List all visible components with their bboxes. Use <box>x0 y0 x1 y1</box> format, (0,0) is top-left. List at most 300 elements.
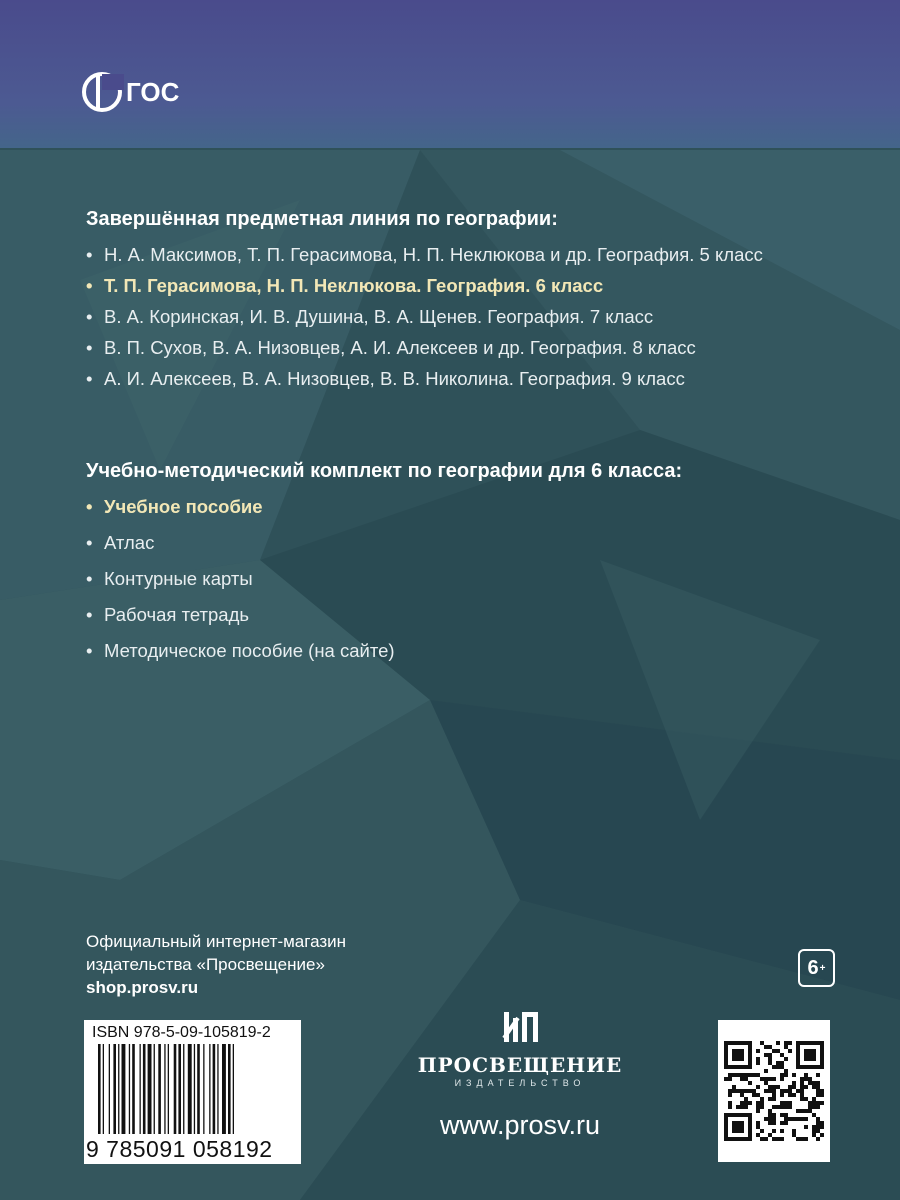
barcode-bar <box>178 1044 181 1134</box>
qr-module <box>784 1113 788 1117</box>
qr-module <box>808 1081 812 1085</box>
qr-module <box>784 1041 788 1045</box>
publisher-name: ПРОСВЕЩЕНИЕ <box>417 1053 623 1077</box>
qr-module <box>768 1097 772 1101</box>
qr-module <box>772 1113 776 1117</box>
qr-module <box>724 1133 728 1137</box>
qr-module <box>768 1045 772 1049</box>
qr-module <box>744 1137 748 1141</box>
qr-module <box>756 1109 760 1113</box>
barcode-bar <box>197 1044 200 1134</box>
qr-module <box>740 1089 744 1093</box>
qr-module <box>796 1041 800 1045</box>
qr-module <box>816 1105 820 1109</box>
barcode-bar <box>228 1044 231 1134</box>
qr-module <box>816 1041 820 1045</box>
qr-module <box>728 1089 732 1093</box>
qr-module <box>816 1125 820 1129</box>
list-item-highlight: • Учебное пособие <box>86 494 846 519</box>
qr-module <box>768 1085 772 1089</box>
qr-module <box>800 1065 804 1069</box>
shop-line1: Официальный интернет-магазин <box>86 932 347 951</box>
qr-module <box>800 1109 804 1113</box>
shop-info <box>86 930 346 999</box>
qr-module <box>820 1061 824 1065</box>
qr-module <box>808 1057 812 1061</box>
qr-module <box>784 1069 788 1073</box>
qr-module <box>772 1065 776 1069</box>
qr-module <box>764 1069 768 1073</box>
qr-module <box>760 1041 764 1045</box>
qr-module <box>820 1121 824 1125</box>
qr-module <box>804 1073 808 1077</box>
qr-module <box>744 1089 748 1093</box>
qr-module <box>820 1045 824 1049</box>
qr-module <box>796 1109 800 1113</box>
qr-module <box>772 1093 776 1097</box>
qr-module <box>820 1057 824 1061</box>
qr-module <box>772 1117 776 1121</box>
qr-module <box>768 1089 772 1093</box>
qr-module <box>748 1129 752 1133</box>
qr-module <box>740 1041 744 1045</box>
qr-module <box>788 1041 792 1045</box>
qr-module <box>812 1065 816 1069</box>
qr-module <box>792 1093 796 1097</box>
list-item: • Методическое пособие (на сайте) <box>86 638 846 663</box>
qr-module <box>724 1057 728 1061</box>
qr-module <box>740 1053 744 1057</box>
qr-module <box>736 1129 740 1133</box>
qr-module <box>796 1117 800 1121</box>
barcode-bar <box>188 1044 192 1134</box>
qr-module <box>736 1041 740 1045</box>
qr-module <box>780 1101 784 1105</box>
qr-module <box>788 1117 792 1121</box>
barcode-bar <box>140 1044 141 1134</box>
shop-line2: издательства «Просвещение» <box>86 955 325 974</box>
qr-module <box>724 1045 728 1049</box>
qr-module <box>724 1077 728 1081</box>
qr-module <box>812 1057 816 1061</box>
qr-module <box>820 1089 824 1093</box>
qr-module <box>724 1125 728 1129</box>
qr-module <box>760 1101 764 1105</box>
barcode-bar <box>222 1044 226 1134</box>
qr-module <box>740 1073 744 1077</box>
qr-module <box>744 1113 748 1117</box>
qr-module <box>804 1085 808 1089</box>
qr-module <box>792 1117 796 1121</box>
qr-module <box>804 1065 808 1069</box>
qr-module <box>804 1109 808 1113</box>
qr-module <box>732 1041 736 1045</box>
qr-module <box>768 1053 772 1057</box>
qr-module <box>780 1077 784 1081</box>
qr-module <box>756 1061 760 1065</box>
qr-module <box>808 1049 812 1053</box>
qr-module <box>796 1089 800 1093</box>
qr-module <box>816 1121 820 1125</box>
qr-module <box>768 1113 772 1117</box>
barcode-bar <box>203 1044 204 1134</box>
qr-module <box>788 1101 792 1105</box>
shop-url-link[interactable]: shop.prosv.ru <box>86 978 199 997</box>
qr-module <box>756 1093 760 1097</box>
qr-module <box>756 1049 760 1053</box>
barcode-bar <box>233 1044 234 1134</box>
qr-module <box>736 1057 740 1061</box>
qr-module <box>732 1057 736 1061</box>
qr-module <box>808 1101 812 1105</box>
publisher-subtitle: ИЗДАТЕЛЬСТВО <box>454 1078 586 1088</box>
qr-module <box>792 1133 796 1137</box>
list-item: • Контурные карты <box>86 566 846 591</box>
qr-module <box>788 1089 792 1093</box>
qr-module <box>780 1105 784 1109</box>
qr-module <box>772 1089 776 1093</box>
list-item: • А. И. Алексеев, В. А. Низовцев, В. В. Николина. География. 9 класс <box>86 366 826 391</box>
qr-module <box>724 1121 728 1125</box>
qr-module <box>800 1093 804 1097</box>
qr-module <box>780 1089 784 1093</box>
qr-module <box>724 1113 728 1117</box>
qr-module <box>808 1041 812 1045</box>
qr-module <box>728 1077 732 1081</box>
qr-module <box>780 1073 784 1077</box>
qr-module <box>804 1125 808 1129</box>
qr-module <box>820 1053 824 1057</box>
barcode-bar <box>194 1044 195 1134</box>
qr-module <box>792 1129 796 1133</box>
qr-module <box>800 1137 804 1141</box>
qr-module <box>740 1129 744 1133</box>
qr-module <box>736 1073 740 1077</box>
qr-module <box>808 1053 812 1057</box>
qr-module <box>748 1117 752 1121</box>
qr-module <box>780 1121 784 1125</box>
qr-module <box>764 1045 768 1049</box>
qr-module <box>760 1077 764 1081</box>
qr-module <box>764 1137 768 1141</box>
qr-module <box>804 1041 808 1045</box>
series-section <box>86 206 826 397</box>
qr-module <box>780 1061 784 1065</box>
barcode-bar <box>113 1044 116 1134</box>
qr-module <box>756 1121 760 1125</box>
qr-module <box>820 1125 824 1129</box>
qr-module <box>764 1081 768 1085</box>
qr-module <box>732 1073 736 1077</box>
qr-module <box>748 1113 752 1117</box>
qr-code-icon <box>718 1020 830 1162</box>
qr-module <box>784 1117 788 1121</box>
qr-module <box>736 1065 740 1069</box>
qr-module <box>784 1073 788 1077</box>
qr-module <box>784 1105 788 1109</box>
qr-module <box>732 1121 736 1125</box>
qr-module <box>812 1129 816 1133</box>
qr-module <box>748 1121 752 1125</box>
age-rating-value: 6 <box>807 956 819 979</box>
qr-module <box>820 1093 824 1097</box>
qr-module <box>748 1081 752 1085</box>
qr-module <box>756 1105 760 1109</box>
qr-module <box>812 1081 816 1085</box>
barcode-bar <box>148 1044 152 1134</box>
qr-module <box>784 1121 788 1125</box>
qr-module <box>820 1133 824 1137</box>
qr-module <box>772 1085 776 1089</box>
qr-module <box>780 1065 784 1069</box>
qr-module <box>732 1137 736 1141</box>
qr-module <box>772 1129 776 1133</box>
qr-module <box>760 1105 764 1109</box>
qr-module <box>744 1065 748 1069</box>
qr-module <box>792 1085 796 1089</box>
qr-module <box>740 1065 744 1069</box>
kit-list <box>86 494 846 663</box>
qr-module <box>804 1077 808 1081</box>
qr-module <box>804 1053 808 1057</box>
qr-module <box>796 1045 800 1049</box>
qr-module <box>776 1049 780 1053</box>
qr-module <box>740 1101 744 1105</box>
isbn-digits: 9 785091 058192 <box>86 1136 273 1162</box>
qr-module <box>776 1137 780 1141</box>
qr-module <box>752 1089 756 1093</box>
qr-module <box>780 1093 784 1097</box>
qr-module <box>740 1113 744 1117</box>
age-rating-plus: + <box>819 962 826 974</box>
qr-module <box>764 1053 768 1057</box>
barcode-bar <box>132 1044 135 1134</box>
qr-module <box>800 1085 804 1089</box>
qr-module <box>736 1137 740 1141</box>
qr-module <box>780 1129 784 1133</box>
barcode-bar <box>98 1044 101 1134</box>
qr-module <box>816 1081 820 1085</box>
qr-module <box>796 1065 800 1069</box>
qr-module <box>748 1057 752 1061</box>
qr-module <box>776 1065 780 1069</box>
qr-module <box>724 1053 728 1057</box>
qr-module <box>732 1129 736 1133</box>
qr-module <box>812 1049 816 1053</box>
prosveshchenie-logo-icon <box>500 1010 540 1044</box>
qr-module <box>800 1089 804 1093</box>
qr-module <box>784 1101 788 1105</box>
qr-module <box>748 1137 752 1141</box>
qr-module <box>756 1073 760 1077</box>
qr-module <box>724 1117 728 1121</box>
qr-module <box>744 1073 748 1077</box>
qr-module <box>820 1101 824 1105</box>
qr-module <box>772 1121 776 1125</box>
qr-module <box>772 1137 776 1141</box>
barcode-bar <box>168 1044 169 1134</box>
qr-module <box>816 1101 820 1105</box>
qr-module <box>816 1129 820 1133</box>
qr-module <box>756 1125 760 1129</box>
barcode-bar <box>174 1044 177 1134</box>
qr-module <box>724 1041 728 1045</box>
qr-module <box>748 1125 752 1129</box>
qr-module <box>744 1097 748 1101</box>
qr-module <box>744 1105 748 1109</box>
qr-module <box>788 1105 792 1109</box>
qr-module <box>816 1065 820 1069</box>
qr-module <box>820 1041 824 1045</box>
qr-module <box>756 1101 760 1105</box>
qr-module <box>808 1105 812 1109</box>
barcode-bar <box>183 1044 184 1134</box>
qr-module <box>744 1041 748 1045</box>
qr-module <box>808 1109 812 1113</box>
qr-module <box>748 1101 752 1105</box>
barcode-bar <box>158 1044 161 1134</box>
qr-module <box>740 1057 744 1061</box>
qr-module <box>812 1041 816 1045</box>
barcode-bar <box>118 1044 119 1134</box>
qr-module <box>732 1085 736 1089</box>
qr-module <box>800 1097 804 1101</box>
barcode-bar <box>103 1044 104 1134</box>
qr-module <box>732 1049 736 1053</box>
qr-module <box>812 1101 816 1105</box>
qr-module <box>736 1049 740 1053</box>
qr-module <box>804 1049 808 1053</box>
publisher-url-link[interactable]: www.prosv.ru <box>439 1110 601 1140</box>
qr-module <box>804 1097 808 1101</box>
age-rating-badge <box>798 949 835 987</box>
qr-module <box>812 1125 816 1129</box>
qr-module <box>744 1101 748 1105</box>
barcode-bar <box>129 1044 130 1134</box>
qr-module <box>784 1045 788 1049</box>
qr-module <box>816 1117 820 1121</box>
qr-module <box>816 1137 820 1141</box>
barcode-bar <box>154 1044 155 1134</box>
qr-module <box>736 1053 740 1057</box>
qr-module <box>740 1049 744 1053</box>
qr-module <box>748 1049 752 1053</box>
qr-module <box>732 1113 736 1117</box>
qr-module <box>728 1041 732 1045</box>
qr-module <box>788 1049 792 1053</box>
list-item: • Рабочая тетрадь <box>86 602 846 627</box>
qr-module <box>756 1057 760 1061</box>
qr-module <box>736 1105 740 1109</box>
qr-module <box>772 1077 776 1081</box>
qr-module <box>764 1089 768 1093</box>
kit-heading: Учебно-методический комплект по географии для 6 класса: <box>86 460 683 482</box>
qr-module <box>740 1125 744 1129</box>
qr-module <box>748 1073 752 1077</box>
qr-module <box>748 1061 752 1065</box>
qr-module <box>772 1105 776 1109</box>
qr-module <box>724 1129 728 1133</box>
qr-module <box>748 1053 752 1057</box>
qr-module <box>752 1093 756 1097</box>
fgos-logo-text: ГОС <box>126 76 180 107</box>
qr-module <box>796 1137 800 1141</box>
qr-module <box>792 1081 796 1085</box>
qr-module <box>816 1089 820 1093</box>
qr-module <box>728 1093 732 1097</box>
list-item: • Н. А. Максимов, Т. П. Герасимова, Н. П. Неклюкова и др. География. 5 класс <box>86 242 826 267</box>
qr-module <box>732 1065 736 1069</box>
qr-module <box>820 1049 824 1053</box>
series-list <box>86 242 826 391</box>
qr-module <box>756 1133 760 1137</box>
isbn-barcode <box>84 1020 301 1164</box>
qr-module <box>728 1073 732 1077</box>
qr-module <box>728 1065 732 1069</box>
qr-module <box>804 1057 808 1061</box>
qr-module <box>800 1077 804 1081</box>
series-heading: Завершённая предметная линия по географии: <box>86 208 558 230</box>
qr-module <box>748 1041 752 1045</box>
list-item: • В. А. Коринская, И. В. Душина, В. А. Щенев. География. 7 класс <box>86 304 826 329</box>
qr-module <box>816 1093 820 1097</box>
qr-module <box>808 1077 812 1081</box>
barcode-bar <box>213 1044 216 1134</box>
qr-module <box>740 1093 744 1097</box>
qr-module <box>728 1101 732 1105</box>
fgos-logo-icon <box>80 70 124 114</box>
barcode-bar <box>209 1044 210 1134</box>
qr-module <box>724 1061 728 1065</box>
qr-module <box>784 1089 788 1093</box>
qr-module <box>780 1053 784 1057</box>
qr-module <box>728 1105 732 1109</box>
qr-module <box>744 1077 748 1081</box>
qr-module <box>796 1057 800 1061</box>
qr-module <box>740 1137 744 1141</box>
qr-module <box>780 1113 784 1117</box>
qr-module <box>800 1041 804 1045</box>
qr-module <box>772 1097 776 1101</box>
qr-module <box>760 1137 764 1141</box>
qr-module <box>796 1049 800 1053</box>
qr-module <box>812 1113 816 1117</box>
qr-module <box>724 1065 728 1069</box>
list-item: • Атлас <box>86 530 846 555</box>
qr-module <box>736 1121 740 1125</box>
qr-module <box>776 1041 780 1045</box>
barcode-bar <box>143 1044 146 1134</box>
qr-module <box>764 1077 768 1081</box>
barcode-icon <box>96 1044 291 1136</box>
qr-module <box>736 1089 740 1093</box>
barcode-bar <box>217 1044 218 1134</box>
qr-module <box>816 1073 820 1077</box>
barcode-bar <box>122 1044 126 1134</box>
barcode-bar <box>164 1044 165 1134</box>
qr-module <box>816 1085 820 1089</box>
qr-module <box>812 1085 816 1089</box>
list-item-highlight: • Т. П. Герасимова, Н. П. Неклюкова. География. 6 класс <box>86 273 826 298</box>
qr-module <box>748 1133 752 1137</box>
qr-module <box>812 1105 816 1109</box>
qr-module <box>748 1089 752 1093</box>
qr-module <box>748 1045 752 1049</box>
qr-module <box>760 1129 764 1133</box>
qr-module <box>728 1113 732 1117</box>
qr-code[interactable] <box>718 1020 830 1162</box>
qr-module <box>796 1053 800 1057</box>
